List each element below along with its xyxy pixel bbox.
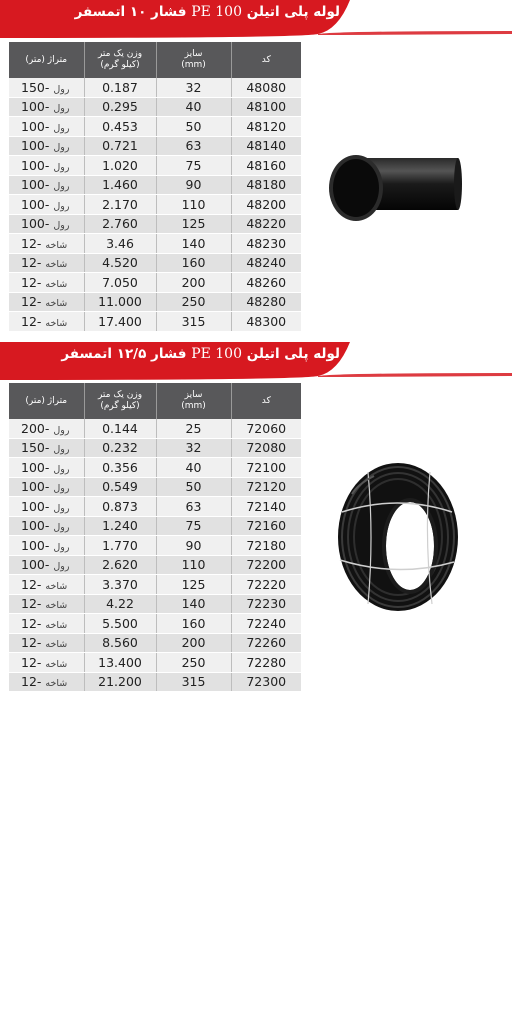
length-cell: 100- رول [9, 136, 84, 156]
header-code: کد [231, 42, 301, 78]
code-cell: 48120 [231, 117, 301, 137]
size-cell: 200 [156, 273, 231, 293]
weight-cell: 0.721 [84, 136, 156, 156]
table-row [9, 312, 301, 332]
table-row [9, 575, 301, 595]
code-cell: 72160 [231, 516, 301, 536]
spec-table [9, 42, 301, 332]
table-row [9, 438, 301, 458]
header-size: سایز (mm) [156, 42, 231, 78]
header-length: متراژ (متر) [9, 42, 84, 78]
length-cell: 12- شاخه [9, 594, 84, 614]
table-row [9, 78, 301, 97]
length-cell: 12- شاخه [9, 653, 84, 673]
length-cell: 200- رول [9, 419, 84, 438]
table-body [9, 78, 301, 331]
length-cell: 12- شاخه [9, 633, 84, 653]
table-row [9, 555, 301, 575]
weight-cell: 5.500 [84, 614, 156, 634]
size-cell: 125 [156, 214, 231, 234]
size-cell: 50 [156, 117, 231, 137]
length-cell: 100- رول [9, 156, 84, 176]
code-cell: 72080 [231, 438, 301, 458]
weight-cell: 0.549 [84, 477, 156, 497]
code-cell: 72180 [231, 536, 301, 556]
length-cell: 100- رول [9, 516, 84, 536]
length-cell: 100- رول [9, 458, 84, 478]
size-cell: 32 [156, 438, 231, 458]
weight-cell: 1.240 [84, 516, 156, 536]
code-cell: 48160 [231, 156, 301, 176]
size-cell: 40 [156, 458, 231, 478]
coiled-pipe-image [328, 454, 464, 620]
size-cell: 90 [156, 175, 231, 195]
code-cell: 48180 [231, 175, 301, 195]
weight-cell: 1.460 [84, 175, 156, 195]
code-cell: 72140 [231, 497, 301, 517]
size-cell: 125 [156, 575, 231, 595]
table-row [9, 477, 301, 497]
weight-cell: 1.020 [84, 156, 156, 176]
section-header-band [0, 0, 512, 38]
table-row [9, 614, 301, 634]
code-cell: 72100 [231, 458, 301, 478]
length-cell: 100- رول [9, 214, 84, 234]
code-cell: 48140 [231, 136, 301, 156]
weight-cell: 17.400 [84, 312, 156, 332]
size-cell: 140 [156, 594, 231, 614]
straight-pipe-image [318, 136, 466, 228]
length-cell: 12- شاخه [9, 672, 84, 692]
size-cell: 110 [156, 195, 231, 215]
code-cell: 72280 [231, 653, 301, 673]
size-cell: 32 [156, 78, 231, 97]
size-cell: 75 [156, 156, 231, 176]
length-cell: 12- شاخه [9, 575, 84, 595]
length-cell: 100- رول [9, 117, 84, 137]
table-body [9, 419, 301, 692]
code-cell: 48200 [231, 195, 301, 215]
size-cell: 75 [156, 516, 231, 536]
size-cell: 110 [156, 555, 231, 575]
size-cell: 160 [156, 614, 231, 634]
weight-cell: 0.232 [84, 438, 156, 458]
length-cell: 12- شاخه [9, 292, 84, 312]
size-cell: 40 [156, 97, 231, 117]
length-cell: 100- رول [9, 195, 84, 215]
code-cell: 48280 [231, 292, 301, 312]
length-cell: 150- رول [9, 438, 84, 458]
weight-cell: 8.560 [84, 633, 156, 653]
table-row [9, 419, 301, 438]
length-cell: 100- رول [9, 477, 84, 497]
table-row [9, 253, 301, 273]
length-cell: 100- رول [9, 97, 84, 117]
section-header-band [0, 342, 512, 380]
size-cell: 63 [156, 136, 231, 156]
weight-cell: 11.000 [84, 292, 156, 312]
weight-cell: 3.370 [84, 575, 156, 595]
weight-cell: 7.050 [84, 273, 156, 293]
weight-cell: 2.170 [84, 195, 156, 215]
table-row [9, 516, 301, 536]
spec-table [9, 383, 301, 692]
weight-cell: 0.187 [84, 78, 156, 97]
header-length: متراژ (متر) [9, 383, 84, 419]
table-row [9, 97, 301, 117]
table-row [9, 175, 301, 195]
length-cell: 12- شاخه [9, 273, 84, 293]
code-cell: 72220 [231, 575, 301, 595]
header-weight: وزن یک متر (کیلو گرم) [84, 383, 156, 419]
section-title: لوله پلی اتیلن PE 100 فشار ۱۲/۵ اتمسفر [61, 346, 340, 362]
weight-cell: 1.770 [84, 536, 156, 556]
table-row [9, 653, 301, 673]
size-cell: 63 [156, 497, 231, 517]
length-cell: 100- رول [9, 175, 84, 195]
table-row [9, 292, 301, 312]
table-row [9, 672, 301, 692]
code-cell: 48080 [231, 78, 301, 97]
weight-cell: 21.200 [84, 672, 156, 692]
section-title: لوله پلی اتیلن PE 100 فشار ۱۰ اتمسفر [74, 4, 340, 20]
table-row [9, 136, 301, 156]
weight-cell: 13.400 [84, 653, 156, 673]
table-row [9, 195, 301, 215]
length-cell: 12- شاخه [9, 312, 84, 332]
code-cell: 48230 [231, 234, 301, 254]
weight-cell: 2.620 [84, 555, 156, 575]
size-cell: 140 [156, 234, 231, 254]
length-cell: 12- شاخه [9, 614, 84, 634]
code-cell: 72300 [231, 672, 301, 692]
table-row [9, 594, 301, 614]
code-cell: 72260 [231, 633, 301, 653]
length-cell: 12- شاخه [9, 234, 84, 254]
weight-cell: 3.46 [84, 234, 156, 254]
size-cell: 315 [156, 672, 231, 692]
weight-cell: 0.295 [84, 97, 156, 117]
header-size: سایز (mm) [156, 383, 231, 419]
length-cell: 100- رول [9, 555, 84, 575]
table-row [9, 234, 301, 254]
weight-cell: 2.760 [84, 214, 156, 234]
length-cell: 150- رول [9, 78, 84, 97]
table-row [9, 273, 301, 293]
code-cell: 48220 [231, 214, 301, 234]
table-row [9, 497, 301, 517]
size-cell: 50 [156, 477, 231, 497]
code-cell: 48300 [231, 312, 301, 332]
length-cell: 100- رول [9, 497, 84, 517]
weight-cell: 0.144 [84, 419, 156, 438]
size-cell: 200 [156, 633, 231, 653]
length-cell: 100- رول [9, 536, 84, 556]
table-row [9, 458, 301, 478]
weight-cell: 0.453 [84, 117, 156, 137]
table-row [9, 156, 301, 176]
header-weight: وزن یک متر (کیلو گرم) [84, 42, 156, 78]
code-cell: 72230 [231, 594, 301, 614]
code-cell: 72120 [231, 477, 301, 497]
size-cell: 90 [156, 536, 231, 556]
length-cell: 12- شاخه [9, 253, 84, 273]
header-code: کد [231, 383, 301, 419]
table-row [9, 633, 301, 653]
code-cell: 72200 [231, 555, 301, 575]
code-cell: 72060 [231, 419, 301, 438]
size-cell: 160 [156, 253, 231, 273]
code-cell: 72240 [231, 614, 301, 634]
weight-cell: 4.520 [84, 253, 156, 273]
weight-cell: 4.22 [84, 594, 156, 614]
table-row [9, 117, 301, 137]
weight-cell: 0.873 [84, 497, 156, 517]
code-cell: 48240 [231, 253, 301, 273]
code-cell: 48260 [231, 273, 301, 293]
weight-cell: 0.356 [84, 458, 156, 478]
size-cell: 250 [156, 292, 231, 312]
size-cell: 315 [156, 312, 231, 332]
size-cell: 250 [156, 653, 231, 673]
table-row [9, 214, 301, 234]
table-row [9, 536, 301, 556]
size-cell: 25 [156, 419, 231, 438]
code-cell: 48100 [231, 97, 301, 117]
